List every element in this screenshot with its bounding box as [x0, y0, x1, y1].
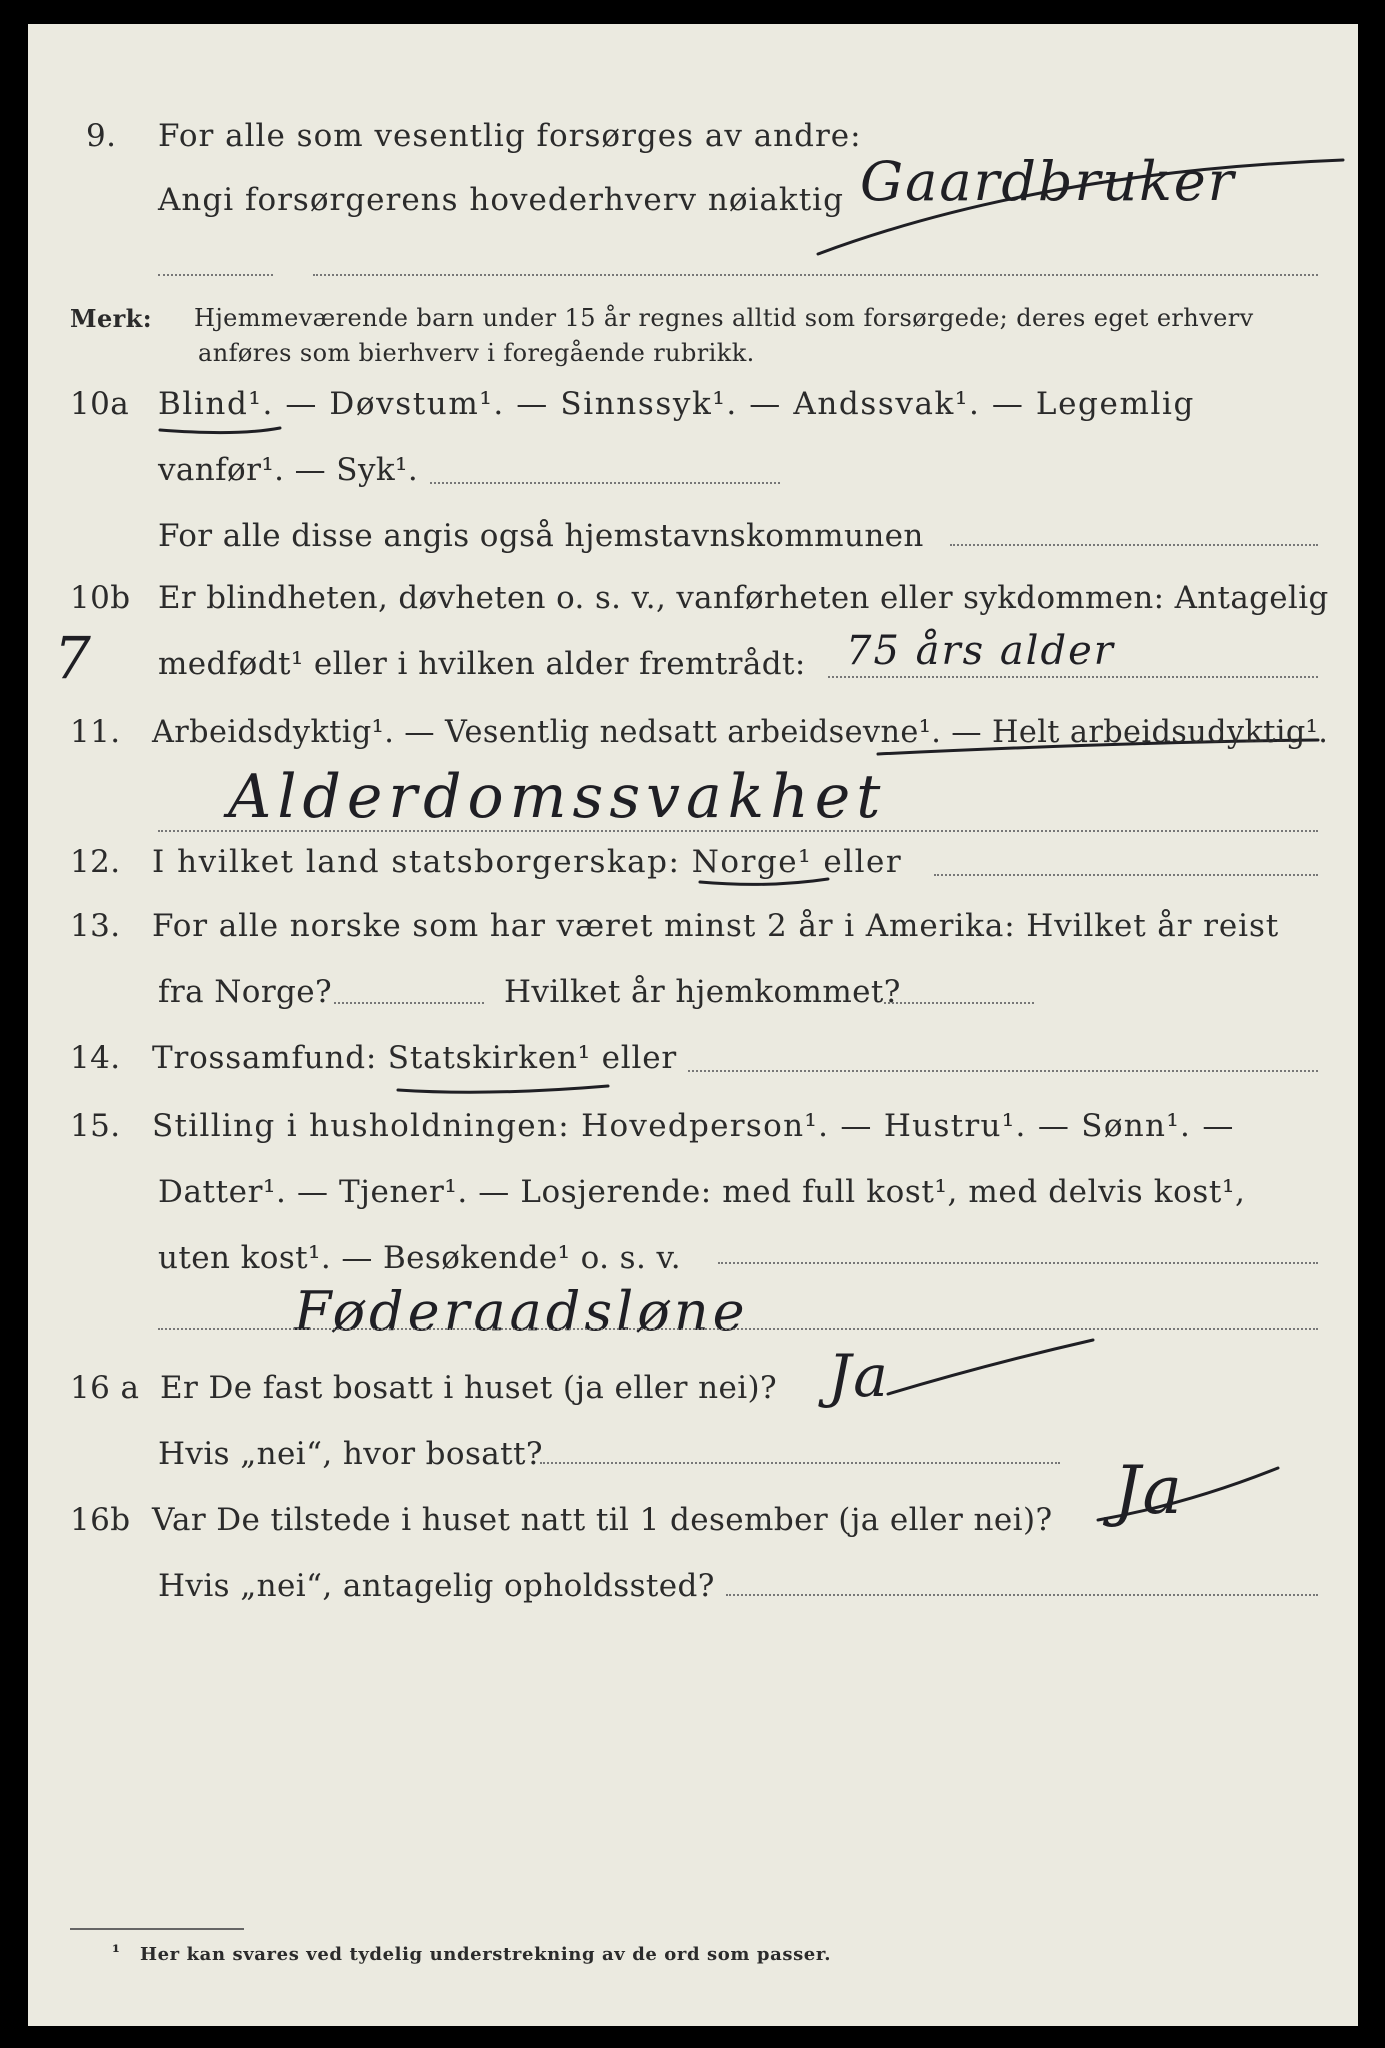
- q10b-dotted-line: [828, 676, 1318, 678]
- q12-line1: I hvilket land statsborgerskap: Norge¹ eller: [152, 844, 903, 880]
- q13-number: 13.: [70, 908, 121, 944]
- q16a-line2: Hvis „nei“, hvor bosatt?: [158, 1436, 543, 1472]
- q13-line2a: fra Norge?: [158, 974, 333, 1010]
- q15-answer-handwriting: Føderaadsløne: [294, 1280, 749, 1343]
- footnote-rule: [70, 1928, 244, 1930]
- q16b-line1: Var De tilstede i huset natt til 1 desember (ja eller nei)?: [152, 1502, 1053, 1538]
- q15-dotted-line: [718, 1262, 1318, 1264]
- footnote-mark: ¹: [112, 1942, 121, 1963]
- q10a-number: 10a: [70, 386, 130, 422]
- q16a-dotted-line: [540, 1462, 1060, 1464]
- q9-dotted-line: [158, 274, 273, 276]
- q10b-answer-handwriting: 75 års alder: [846, 628, 1115, 674]
- q11-answer-handwriting: Alderdomssvakhet: [228, 762, 887, 832]
- q14-dotted-line: [688, 1070, 1318, 1072]
- q10a-line3: For alle disse angis også hjemstavnskommunen: [158, 518, 924, 554]
- q16b-line2: Hvis „nei“, antagelig opholdssted?: [158, 1568, 715, 1604]
- census-form-page: [28, 24, 1358, 2026]
- q10a-line1: Blind¹. — Døvstum¹. — Sinnssyk¹. — Andssvak¹. — Legemlig: [158, 386, 1195, 422]
- q11-number: 11.: [70, 714, 121, 750]
- q10b-number: 10b: [70, 580, 131, 616]
- q16b-answer-handwriting: Ja: [1114, 1452, 1184, 1529]
- q16b-dotted-line: [726, 1594, 1318, 1596]
- merk-line2: anføres som bierhverv i foregående rubrikk.: [198, 339, 755, 367]
- q10b-line2: medfødt¹ eller i hvilken alder fremtrådt:: [158, 646, 806, 682]
- q12-dotted-line: [934, 874, 1318, 876]
- q10b-line1: Er blindheten, døvheten o. s. v., vanførheten eller sykdommen: Antagelig: [158, 580, 1329, 616]
- underline-statskirken-mark: [398, 1086, 608, 1092]
- q9-dotted-line-2: [313, 274, 1318, 276]
- q13-dotted-line-2: [884, 1002, 1034, 1004]
- q16a-number: 16 a: [70, 1370, 140, 1406]
- q9-line1: For alle som vesentlig forsørges av andre:: [158, 118, 862, 154]
- q9-number: 9.: [86, 118, 117, 154]
- q11-line1: Arbeidsdyktig¹. — Vesentlig nedsatt arbeidsevne¹. — Helt arbeidsudyktig¹.: [152, 714, 1329, 750]
- footnote-text: Her kan svares ved tydelig understrekning av de ord som passer.: [140, 1944, 832, 1965]
- q14-line1: Trossamfund: Statskirken¹ eller: [152, 1040, 677, 1076]
- q10a-dotted-line-2: [950, 544, 1318, 546]
- q11-dotted-line: [158, 830, 1318, 832]
- merk-line1: Hjemmeværende barn under 15 år regnes alltid som forsørgede; deres eget erhverv: [194, 304, 1254, 332]
- q15-line3: uten kost¹. — Besøkende¹ o. s. v.: [158, 1240, 681, 1276]
- q10a-line2: vanfør¹. — Syk¹.: [158, 452, 419, 488]
- q15-number: 15.: [70, 1108, 121, 1144]
- q10a-dotted-line: [430, 482, 780, 484]
- underline-blind-mark: [160, 428, 280, 433]
- q15-line1: Stilling i husholdningen: Hovedperson¹. — Hustru¹. — Sønn¹. —: [152, 1108, 1235, 1144]
- q13-dotted-line: [334, 1002, 484, 1004]
- merk-label: Merk:: [70, 304, 152, 333]
- q16b-number: 16b: [70, 1502, 131, 1538]
- q13-line1: For alle norske som har været minst 2 år i Amerika: Hvilket år reist: [152, 908, 1280, 944]
- q10b-margin-mark: 7: [54, 624, 93, 692]
- q15-line2: Datter¹. — Tjener¹. — Losjerende: med full kost¹, med delvis kost¹,: [158, 1174, 1246, 1210]
- q16a-answer-handwriting: Ja: [828, 1342, 890, 1410]
- q13-line2b: Hvilket år hjemkommet?: [504, 974, 901, 1010]
- pen-slash-q16a: [888, 1340, 1093, 1394]
- q12-number: 12.: [70, 844, 121, 880]
- q9-line2: Angi forsørgerens hovederhverv nøiaktig: [158, 182, 844, 218]
- q14-number: 14.: [70, 1040, 121, 1076]
- q16a-line1: Er De fast bosatt i huset (ja eller nei)?: [160, 1370, 778, 1406]
- q9-answer-handwriting: Gaardbruker: [860, 150, 1236, 213]
- q15-dotted-line-2: [158, 1328, 1318, 1330]
